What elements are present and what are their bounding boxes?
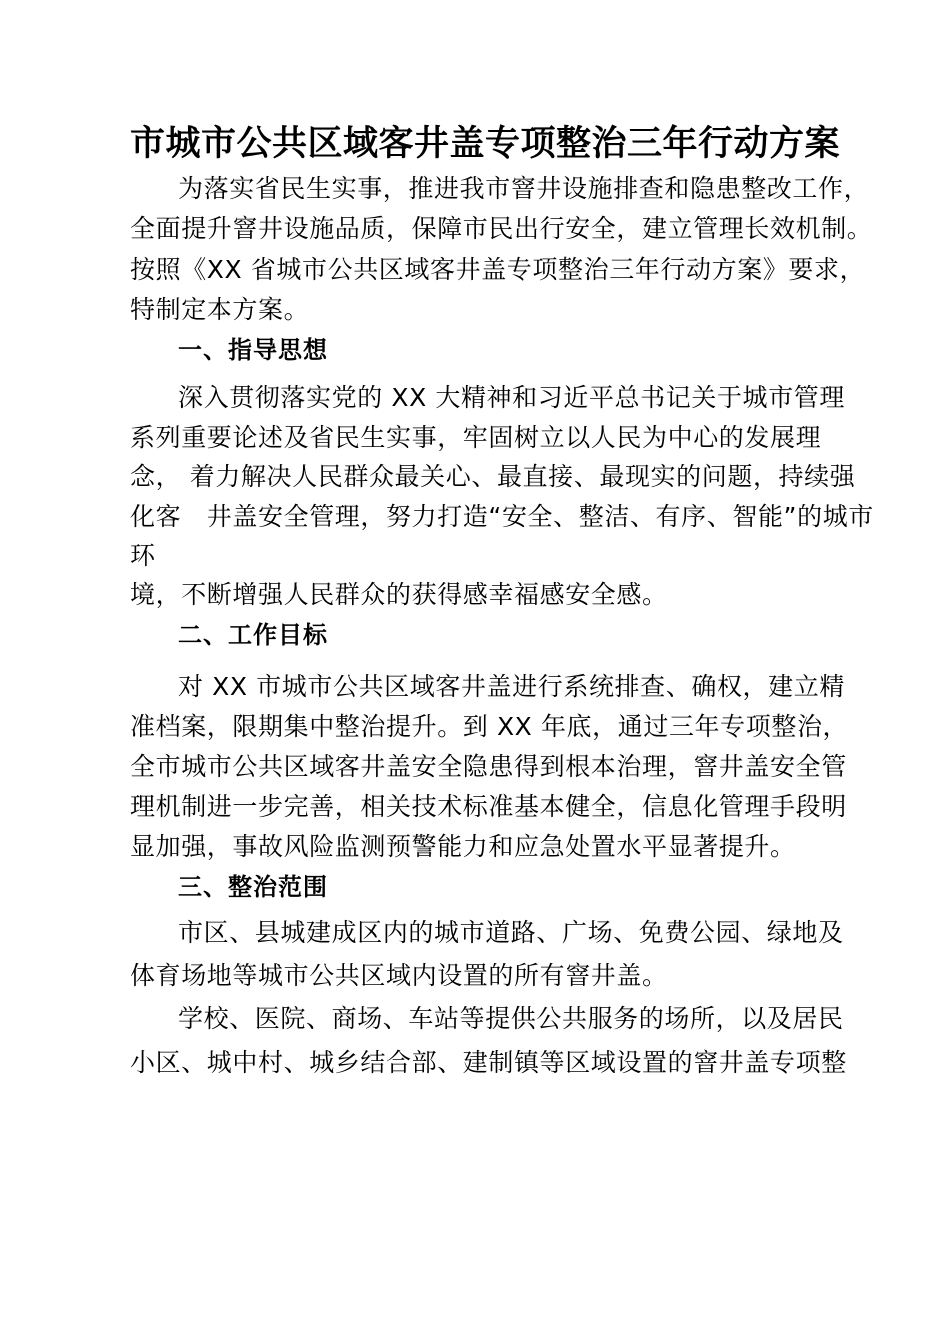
section2-line-2: 准档案，限期集中整治提升。到 XX 年底，通过三年专项整治，	[130, 712, 849, 741]
intro-line-1: 为落实省民生实事，推进我市窨井设施排查和隐患整改工作，	[178, 174, 870, 203]
section2-line-1: 对 XX 市城市公共区域客井盖进行系统排查、确权，建立精	[178, 672, 845, 701]
section3-line-2: 体育场地等城市公共区域内设置的所有窨井盖。	[130, 961, 668, 990]
section-heading-work-objectives: 二、工作目标	[178, 621, 328, 649]
section2-line-5: 显加强，事故风险监测预警能力和应急处置水平显著提升。	[130, 832, 796, 861]
section-heading-guiding-ideology: 一、指导思想	[178, 336, 328, 364]
section1-line-5: 环	[130, 541, 156, 570]
section2-line-4: 理机制进一步完善，相关技术标准基本健全，信息化管理手段明	[130, 792, 847, 821]
section3-line-4: 小区、城中村、城乡结合部、建制镇等区域设置的窨井盖专项整	[130, 1048, 847, 1077]
intro-line-4: 特制定本方案。	[130, 295, 310, 324]
section1-line-2: 系列重要论述及省民生实事，牢固树立以人民为中心的发展理	[130, 423, 822, 452]
intro-line-2: 全面提升窨井设施品质，保障市民出行安全，建立管理长效机制。	[130, 214, 873, 243]
section-heading-scope: 三、整治范围	[178, 873, 328, 901]
intro-line-3: 按照《XX 省城市公共区域客井盖专项整治三年行动方案》要求，	[130, 255, 866, 284]
section1-line-3: 念， 着力解决人民群众最关心、最直接、最现实的问题，持续强	[130, 462, 856, 491]
section1-line-1: 深入贯彻落实党的 XX 大精神和习近平总书记关于城市管理	[178, 383, 845, 412]
section3-line-3: 学校、医院、商场、车站等提供公共服务的场所，以及居民	[178, 1004, 844, 1033]
section2-line-3: 全市城市公共区域客井盖安全隐患得到根本治理，窨井盖安全管	[130, 752, 847, 781]
section3-line-1: 市区、县城建成区内的城市道路、广场、免费公园、绿地及	[178, 918, 844, 947]
document-title: 市城市公共区域客井盖专项整治三年行动方案	[130, 124, 841, 164]
section1-line-4: 化客 井盖安全管理，努力打造“安全、整洁、有序、智能”的城市	[130, 502, 874, 531]
section1-line-6: 境，不断增强人民群众的获得感幸福感安全感。	[130, 580, 668, 609]
